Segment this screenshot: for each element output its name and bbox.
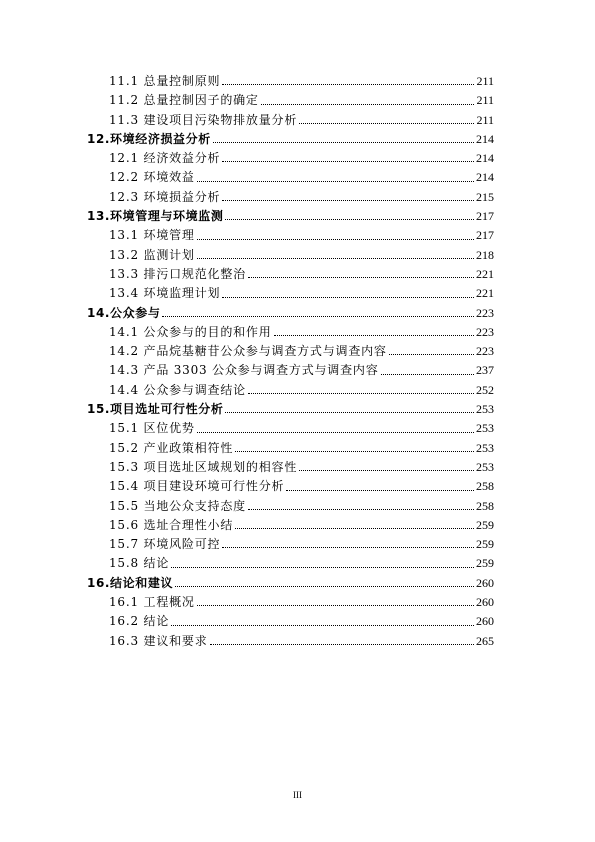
toc-section-entry[interactable] <box>87 226 494 245</box>
toc-entry-page: 252 <box>476 382 494 397</box>
toc-chapter-entry[interactable] <box>87 304 494 323</box>
dot-leader <box>235 528 474 529</box>
toc-entry-page: 211 <box>476 93 494 108</box>
toc-entry-title: 13.环境管理与环境监测 <box>87 209 224 224</box>
toc-section-entry[interactable] <box>87 439 494 458</box>
toc-entry-title: 11.1 总量控制原则 <box>109 74 221 88</box>
toc-entry-page: 218 <box>476 247 494 262</box>
dot-leader <box>248 509 474 510</box>
toc-section-entry[interactable] <box>87 91 494 110</box>
toc-section-entry[interactable] <box>87 593 494 612</box>
toc-entry-title: 13.4 环境监理计划 <box>109 286 221 301</box>
toc-section-entry[interactable] <box>87 419 494 438</box>
toc-section-entry[interactable] <box>87 188 494 207</box>
toc-entry-title: 14.4 公众参与调查结论 <box>109 382 246 397</box>
dot-leader <box>299 470 474 471</box>
dot-leader <box>225 219 474 220</box>
toc-entry-page: 253 <box>476 440 494 455</box>
toc-entry-page: 259 <box>476 556 494 571</box>
toc-entry-page: 253 <box>476 402 494 417</box>
toc-entry-title: 13.2 监测计划 <box>109 247 195 262</box>
dot-leader <box>222 547 474 548</box>
dot-leader <box>222 200 474 201</box>
toc-section-entry[interactable] <box>87 361 494 380</box>
toc-entry-title: 15.1 区位优势 <box>109 421 195 436</box>
dot-leader <box>197 239 474 240</box>
toc-section-entry[interactable] <box>87 342 494 361</box>
toc-section-entry[interactable] <box>87 381 494 400</box>
toc-entry-title: 12.环境经济损益分析 <box>87 131 211 146</box>
toc-entry-page: 237 <box>476 363 494 378</box>
toc-entry-page: 214 <box>476 131 494 146</box>
toc-entry-title: 11.2 总量控制因子的确定 <box>109 93 259 108</box>
dot-leader <box>235 451 474 452</box>
toc-entry-page: 253 <box>476 459 494 474</box>
toc-entry-title: 13.3 排污口规范化整治 <box>109 266 246 281</box>
toc-entry-page: 265 <box>476 633 494 648</box>
toc-entry-page: 258 <box>476 498 494 513</box>
dot-leader <box>197 181 474 182</box>
dot-leader <box>299 123 474 124</box>
dot-leader <box>197 258 474 259</box>
toc-section-entry[interactable] <box>87 632 494 651</box>
toc-entry-page: 211 <box>476 74 494 88</box>
dot-leader <box>175 586 474 587</box>
toc-chapter-entry[interactable] <box>87 574 494 593</box>
dot-leader <box>222 297 474 298</box>
dot-leader <box>171 625 474 626</box>
toc-entry-title: 14.1 公众参与的目的和作用 <box>109 324 272 339</box>
toc-chapter-entry[interactable] <box>87 130 494 149</box>
toc-entry-page: 221 <box>476 266 494 281</box>
toc-entry-title: 12.2 环境效益 <box>109 170 195 185</box>
toc-section-entry[interactable] <box>87 284 494 303</box>
toc-entry-title: 15.4 项目建设环境可行性分析 <box>109 479 285 494</box>
toc-entry-page: 259 <box>476 537 494 552</box>
toc-entry-title: 13.1 环境管理 <box>109 228 195 243</box>
toc-entry-title: 16.1 工程概况 <box>109 595 195 610</box>
toc-entry-title: 14.2 产品烷基糖苷公众参与调查方式与调查内容 <box>109 344 387 359</box>
toc-section-entry[interactable] <box>87 535 494 554</box>
toc-entry-page: 223 <box>476 305 494 320</box>
dot-leader <box>225 412 474 413</box>
toc-entry-page: 215 <box>476 189 494 204</box>
dot-leader <box>197 605 474 606</box>
toc-entry-title: 15.5 当地公众支持态度 <box>109 498 246 513</box>
dot-leader <box>210 644 474 645</box>
toc-entry-title: 14.3 产品 3303 公众参与调查方式与调查内容 <box>109 363 379 378</box>
toc-entry-page: 260 <box>476 614 494 629</box>
toc-entry-page: 259 <box>476 517 494 532</box>
toc-entry-title: 15.3 项目选址区域规划的相容性 <box>109 459 298 474</box>
dot-leader <box>222 84 474 85</box>
toc-entry-page: 217 <box>476 228 494 243</box>
dot-leader <box>213 142 474 143</box>
toc-entry-title: 14.公众参与 <box>87 305 161 320</box>
toc-entry-page: 221 <box>476 286 494 301</box>
toc-entry-title: 15.6 选址合理性小结 <box>109 517 234 532</box>
dot-leader <box>248 277 474 278</box>
toc-entry-title: 16.2 结论 <box>109 614 170 629</box>
toc-entry-title: 15.项目选址可行性分析 <box>87 402 224 417</box>
toc-entry-page: 223 <box>476 324 494 339</box>
toc-entry-page: 253 <box>476 421 494 436</box>
dot-leader <box>381 374 474 375</box>
toc-entry-page: 214 <box>476 170 494 185</box>
dot-leader <box>222 161 474 162</box>
toc-section-entry[interactable] <box>87 111 494 130</box>
dot-leader <box>162 316 474 317</box>
toc-entry-title: 15.2 产业政策相符性 <box>109 440 234 455</box>
toc-entry-title: 11.3 建设项目污染物排放量分析 <box>109 112 298 127</box>
toc-entry-page: 260 <box>476 595 494 610</box>
dot-leader <box>248 393 474 394</box>
toc-entry-title: 12.1 经济效益分析 <box>109 151 221 166</box>
toc-section-entry[interactable] <box>87 612 494 631</box>
toc-section-entry[interactable] <box>87 246 494 265</box>
toc-section-entry[interactable] <box>87 554 494 573</box>
toc-entry-title: 15.8 结论 <box>109 556 170 571</box>
toc-section-entry[interactable] <box>87 323 494 342</box>
toc-section-entry[interactable] <box>87 72 494 91</box>
toc-section-entry[interactable] <box>87 149 494 168</box>
toc-chapter-entry[interactable] <box>87 400 494 419</box>
toc-section-entry[interactable] <box>87 477 494 496</box>
toc-section-entry[interactable] <box>87 516 494 535</box>
toc-entry-title: 16.结论和建议 <box>87 575 174 590</box>
toc-entry-page: 260 <box>476 575 494 590</box>
dot-leader <box>286 490 474 491</box>
dot-leader <box>261 104 475 105</box>
dot-leader <box>171 567 474 568</box>
dot-leader <box>274 335 474 336</box>
toc-chapter-entry[interactable] <box>87 207 494 226</box>
toc-entry-page: 258 <box>476 479 494 494</box>
dot-leader <box>389 354 474 355</box>
table-of-contents <box>87 72 494 651</box>
toc-section-entry[interactable] <box>87 497 494 516</box>
toc-entry-page: 214 <box>476 151 494 166</box>
toc-entry-page: 217 <box>476 209 494 224</box>
toc-entry-title: 16.3 建议和要求 <box>109 633 208 648</box>
toc-entry-page: 211 <box>476 112 494 127</box>
toc-entry-title: 15.7 环境风险可控 <box>109 537 221 552</box>
toc-entry-page: 223 <box>476 344 494 359</box>
toc-entry-title: 12.3 环境损益分析 <box>109 189 221 204</box>
page-number: III <box>293 790 302 800</box>
toc-section-entry[interactable] <box>87 265 494 284</box>
toc-section-entry[interactable] <box>87 458 494 477</box>
dot-leader <box>197 432 474 433</box>
toc-section-entry[interactable] <box>87 168 494 187</box>
